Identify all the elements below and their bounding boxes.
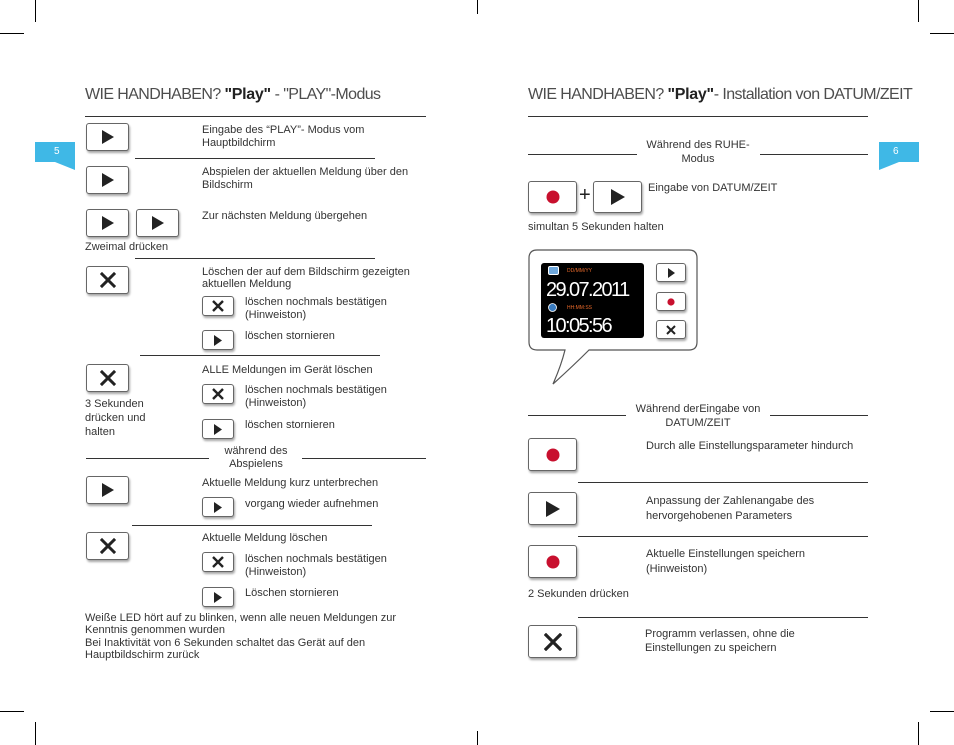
instruction-text: Aktuelle Meldung kurz unterbrechen xyxy=(202,477,379,489)
record-icon xyxy=(667,298,675,306)
section-heading: während des Abspielens xyxy=(224,445,288,470)
plus-sign: + xyxy=(579,184,591,206)
instruction-text: Löschen stornieren xyxy=(245,587,339,599)
divider xyxy=(132,525,372,526)
record-icon xyxy=(546,555,560,569)
play-icon xyxy=(667,268,676,278)
crop-mark xyxy=(477,731,478,745)
play-icon xyxy=(545,500,561,518)
instruction-text: ALLE Meldungen im Gerät löschen xyxy=(202,364,373,376)
instruction-text: Aktuelle Meldung löschen xyxy=(202,532,328,544)
delete-button[interactable] xyxy=(202,296,234,316)
section-rule-right xyxy=(760,154,868,155)
tab-pointer xyxy=(55,162,75,170)
record-button[interactable] xyxy=(528,438,577,471)
instruction-text: Durch alle Einstellungsparameter hindurch xyxy=(646,440,854,452)
record-button[interactable] xyxy=(528,545,577,578)
crop-mark xyxy=(35,722,36,745)
play-icon xyxy=(151,215,165,231)
play-button[interactable] xyxy=(136,209,179,237)
instruction-text: Aktuelle Einstellungen speichern (Hinweiston) xyxy=(646,548,805,575)
instruction-text: löschen nochmals bestätigen (Hinweiston) xyxy=(245,553,387,578)
clock-icon xyxy=(548,303,557,312)
crop-mark xyxy=(0,33,24,34)
record-icon xyxy=(546,448,560,462)
crop-mark xyxy=(930,33,954,34)
page-number-tab-left xyxy=(35,142,75,162)
instruction-text: Programm verlassen, ohne die Einstellungen zu speichern xyxy=(645,628,795,654)
instruction-text: löschen stornieren xyxy=(245,330,335,342)
delete-x-icon xyxy=(212,388,224,400)
section-rule-left xyxy=(528,154,637,155)
divider xyxy=(135,158,375,159)
play-icon xyxy=(213,424,223,435)
instruction-text: Löschen der auf dem Bildschirm gezeigten aktuellen Meldung xyxy=(202,266,410,290)
tab-pointer xyxy=(879,162,899,170)
delete-button[interactable] xyxy=(86,364,129,392)
delete-x-icon xyxy=(100,272,116,288)
press-note: 2 Sekunden drücken xyxy=(528,588,629,600)
crop-mark xyxy=(0,711,24,712)
title-rule xyxy=(85,116,426,117)
instruction-text: Eingabe des “PLAY”- Modus vom Hauptbildchirm xyxy=(202,124,365,149)
instruction-text: Eingabe von DATUM/ZEIT xyxy=(648,182,778,194)
instruction-text: löschen stornieren xyxy=(245,419,335,431)
press-note: Zweimal drücken xyxy=(85,241,169,253)
delete-button[interactable] xyxy=(86,266,129,294)
delete-x-icon xyxy=(544,633,562,651)
crop-mark xyxy=(35,0,36,22)
section-heading: Während derEingabe von DATUM/ZEIT xyxy=(635,403,761,429)
play-button[interactable] xyxy=(202,330,234,350)
play-icon xyxy=(213,592,223,603)
divider xyxy=(140,355,380,356)
page-title-right: WIE HANDHABEN? "Play"- Installation von DATUM/ZEIT xyxy=(528,86,913,103)
section-heading: Während des RUHE-Modus xyxy=(646,139,750,165)
device-record-button[interactable] xyxy=(656,292,686,311)
delete-x-icon xyxy=(212,556,224,568)
play-button[interactable] xyxy=(86,166,129,194)
play-icon xyxy=(101,172,115,188)
delete-x-icon xyxy=(100,538,116,554)
crop-mark xyxy=(477,0,478,14)
page-number: 6 xyxy=(893,146,899,157)
delete-button[interactable] xyxy=(528,625,577,658)
time-display: 10:05:56 xyxy=(546,315,612,337)
delete-x-icon xyxy=(100,370,116,386)
record-button[interactable] xyxy=(528,181,577,213)
play-button[interactable] xyxy=(593,181,642,213)
play-button[interactable] xyxy=(86,123,129,151)
divider xyxy=(578,536,868,537)
play-button[interactable] xyxy=(202,419,234,439)
divider xyxy=(578,482,868,483)
device-screen xyxy=(541,263,644,338)
instruction-text: löschen nochmals bestätigen (Hinweiston) xyxy=(245,296,387,321)
press-note: simultan 5 Sekunden halten xyxy=(528,221,664,233)
section-rule-left xyxy=(528,415,626,416)
play-icon xyxy=(101,129,115,145)
play-icon xyxy=(101,215,115,231)
footer-note: Weiße LED hört auf zu blinken, wenn alle neuen Meldungen zur Kenntnis genommen wurden xyxy=(85,612,397,636)
title-rule xyxy=(528,116,868,117)
press-note: 3 Sekunden drücken und halten xyxy=(85,398,146,438)
page-number-tab-right xyxy=(879,142,919,162)
instruction-text: vorgang wieder aufnehmen xyxy=(245,498,379,510)
device-play-button[interactable] xyxy=(656,263,686,282)
page-number: 5 xyxy=(54,146,60,157)
play-icon xyxy=(610,188,626,206)
play-button[interactable] xyxy=(86,476,129,504)
record-icon xyxy=(546,190,560,204)
date-display: 29.07.2011 xyxy=(546,279,629,301)
delete-x-icon xyxy=(212,300,224,312)
play-icon xyxy=(213,502,223,513)
calendar-icon xyxy=(548,266,559,275)
device-delete-button[interactable] xyxy=(656,320,686,339)
delete-button[interactable] xyxy=(202,384,234,404)
crop-mark xyxy=(918,722,919,745)
footer-note: Bei Inaktivität von 6 Sekunden schaltet das Gerät auf den Hauptbildschirm zurück xyxy=(85,637,366,661)
instruction-text: Abspielen der aktuellen Meldung über den Bildschirm xyxy=(202,166,409,191)
divider xyxy=(578,617,868,618)
section-rule-right xyxy=(770,415,868,416)
delete-x-icon xyxy=(666,325,676,335)
instruction-text: Anpassung der Zahlenangabe des hervorgehobenen Parameters xyxy=(646,495,815,522)
delete-button[interactable] xyxy=(86,532,129,560)
page-title-left: WIE HANDHABEN? "Play" - "PLAY"-Modus xyxy=(85,86,381,103)
play-button[interactable] xyxy=(202,497,234,517)
play-icon xyxy=(213,335,223,346)
time-label: HH:MM:SS xyxy=(567,305,592,311)
section-rule-right xyxy=(302,458,426,459)
play-button[interactable] xyxy=(528,492,577,525)
play-icon xyxy=(101,482,115,498)
section-rule-left xyxy=(86,458,209,459)
crop-mark xyxy=(930,711,954,712)
delete-button[interactable] xyxy=(202,552,234,572)
crop-mark xyxy=(918,0,919,22)
play-button[interactable] xyxy=(86,209,129,237)
instruction-text: Zur nächsten Meldung übergehen xyxy=(202,210,368,222)
instruction-text: löschen nochmals bestätigen (Hinweiston) xyxy=(245,384,387,409)
date-label: DD/MM/YY xyxy=(567,268,592,274)
play-button[interactable] xyxy=(202,587,234,607)
divider xyxy=(135,258,375,259)
